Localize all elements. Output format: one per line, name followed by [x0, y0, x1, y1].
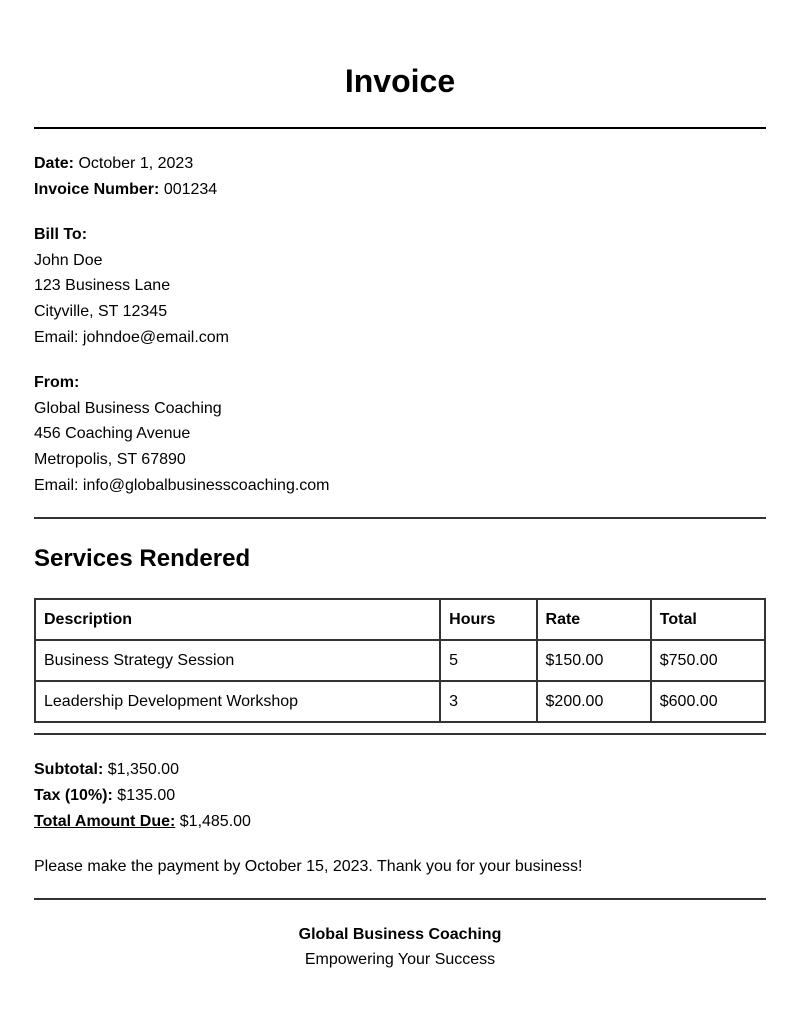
subtotal-value: $1,350.00 — [107, 761, 179, 778]
bill-to-address1: 123 Business Lane — [34, 277, 171, 294]
invoice-number-value: 001234 — [163, 181, 218, 198]
from-name: Global Business Coaching — [34, 400, 222, 417]
bill-to-name: John Doe — [34, 252, 103, 269]
from-email: Email: info@globalbusinesscoaching.com — [34, 477, 330, 494]
payment-note: Please make the payment by October 15, 2023. Thank you for your business! — [34, 858, 583, 875]
cell-description: Leadership Development Workshop — [35, 681, 440, 722]
section-divider — [34, 517, 766, 519]
cell-total: $750.00 — [651, 640, 765, 681]
date-line — [34, 154, 193, 174]
invoice-number-line — [34, 180, 217, 200]
table-row — [35, 640, 765, 681]
cell-rate: $200.00 — [537, 681, 651, 722]
footer-tagline: Empowering Your Success — [304, 951, 496, 968]
footer-company-name: Global Business Coaching — [298, 926, 502, 943]
from-address2: Metropolis, ST 67890 — [34, 451, 186, 468]
cell-description: Business Strategy Session — [35, 640, 440, 681]
subtotal-label: Subtotal: — [34, 761, 104, 778]
services-table — [34, 598, 766, 723]
footer-divider — [34, 898, 766, 900]
bill-to-label: Bill To: — [34, 226, 88, 243]
tax-value: $135.00 — [117, 787, 176, 804]
tax-line — [34, 786, 175, 806]
from-address1: 456 Coaching Avenue — [34, 425, 191, 442]
total-due-value: $1,485.00 — [179, 813, 251, 830]
cell-total: $600.00 — [651, 681, 765, 722]
table-header-row — [35, 599, 765, 640]
invoice-title: Invoice — [344, 63, 456, 99]
column-header-rate: Rate — [537, 599, 651, 640]
cell-hours: 3 — [440, 681, 536, 722]
header-divider — [34, 127, 766, 129]
total-due-line — [34, 812, 251, 832]
cell-hours: 5 — [440, 640, 536, 681]
totals-divider — [34, 733, 766, 735]
column-header-total: Total — [651, 599, 765, 640]
subtotal-line — [34, 760, 179, 780]
bill-to-address2: Cityville, ST 12345 — [34, 303, 168, 320]
date-value: October 1, 2023 — [78, 155, 194, 172]
cell-rate: $150.00 — [537, 640, 651, 681]
tax-label: Tax (10%): — [34, 787, 113, 804]
services-title: Services Rendered — [34, 545, 251, 572]
total-due-label: Total Amount Due: — [34, 813, 176, 830]
bill-to-email: Email: johndoe@email.com — [34, 329, 229, 346]
column-header-description: Description — [35, 599, 440, 640]
column-header-hours: Hours — [440, 599, 536, 640]
from-label: From: — [34, 374, 80, 391]
table-row — [35, 681, 765, 722]
invoice-number-label: Invoice Number: — [34, 181, 160, 198]
date-label: Date: — [34, 155, 75, 172]
